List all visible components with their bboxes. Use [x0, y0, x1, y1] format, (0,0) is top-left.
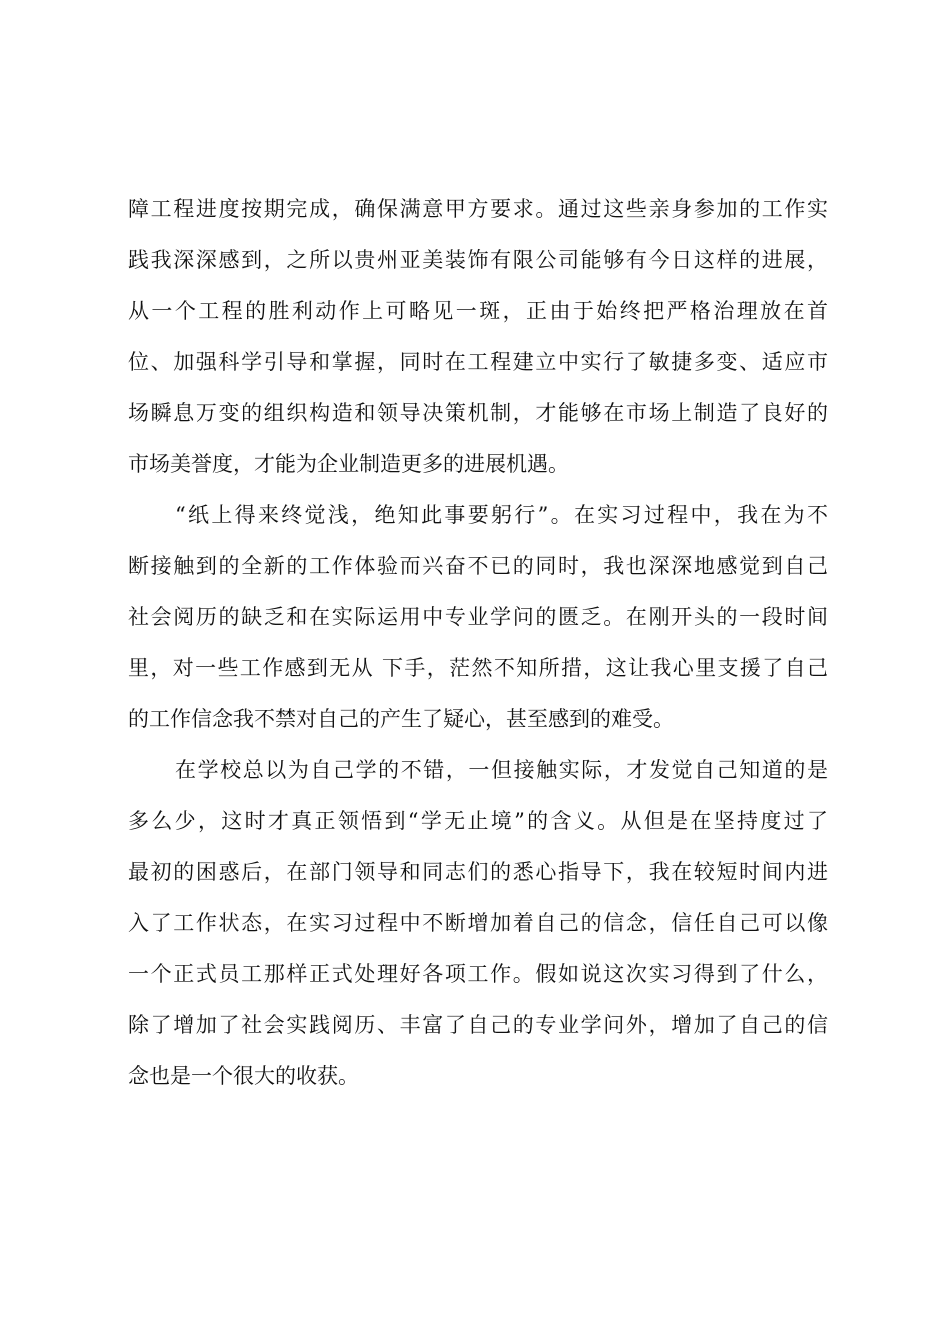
paragraph-1-line-6: 市场美誉度，才能为企业制造更多的进展机遇。 — [128, 452, 569, 476]
paragraph-1-line-4: 位、加强科学引导和掌握，同时在工程建立中实行了敏捷多变、适应市 — [128, 350, 828, 374]
paragraph-3-line-7: 念也是一个很大的收获。 — [128, 1064, 359, 1088]
paragraph-3-line-6: 除了增加了社会实践阅历、丰富了自己的专业学问外，增加了自己的信 — [128, 1013, 828, 1037]
paragraph-2-line-1: “纸上得来终觉浅，绝知此事要躬行”。在实习过程中，我在为不 — [175, 503, 828, 527]
paragraph-2-line-2: 断接触到的全新的工作体验而兴奋不已的同时，我也深深地感觉到自己 — [128, 554, 828, 578]
paragraph-3-line-3: 最初的困惑后，在部门领导和同志们的悉心指导下，我在较短时间内进 — [128, 860, 828, 884]
paragraph-2-line-5: 的工作信念我不禁对自己的产生了疑心，甚至感到的难受。 — [128, 707, 674, 731]
paragraph-2-line-4: 里，对一些工作感到无从 下手，茫然不知所措，这让我心里支援了自己 — [128, 656, 828, 680]
paragraph-1-line-3: 从一个工程的胜利动作上可略见一斑，正由于始终把严格治理放在首 — [128, 299, 828, 323]
paragraph-1-line-5: 场瞬息万变的组织构造和领导决策机制，才能够在市场上制造了良好的 — [128, 401, 828, 425]
paragraph-3-line-1: 在学校总以为自己学的不错，一但接触实际，才发觉自己知道的是 — [175, 758, 828, 782]
paragraph-1-line-2: 践我深深感到，之所以贵州亚美装饰有限公司能够有今日这样的进展， — [128, 248, 828, 272]
paragraph-3-line-5: 一个正式员工那样正式处理好各项工作。假如说这次实习得到了什么， — [128, 962, 828, 986]
paragraph-3-line-4: 入了工作状态，在实习过程中不断增加着自己的信念，信任自己可以像 — [128, 911, 828, 935]
paragraph-1-line-1: 障工程进度按期完成，确保满意甲方要求。通过这些亲身参加的工作实 — [128, 197, 828, 221]
paragraph-3-line-2: 多么少，这时才真正领悟到“学无止境”的含义。从但是在坚持度过了 — [128, 809, 828, 833]
paragraph-2-line-3: 社会阅历的缺乏和在实际运用中专业学问的匮乏。在刚开头的一段时间 — [128, 605, 828, 629]
